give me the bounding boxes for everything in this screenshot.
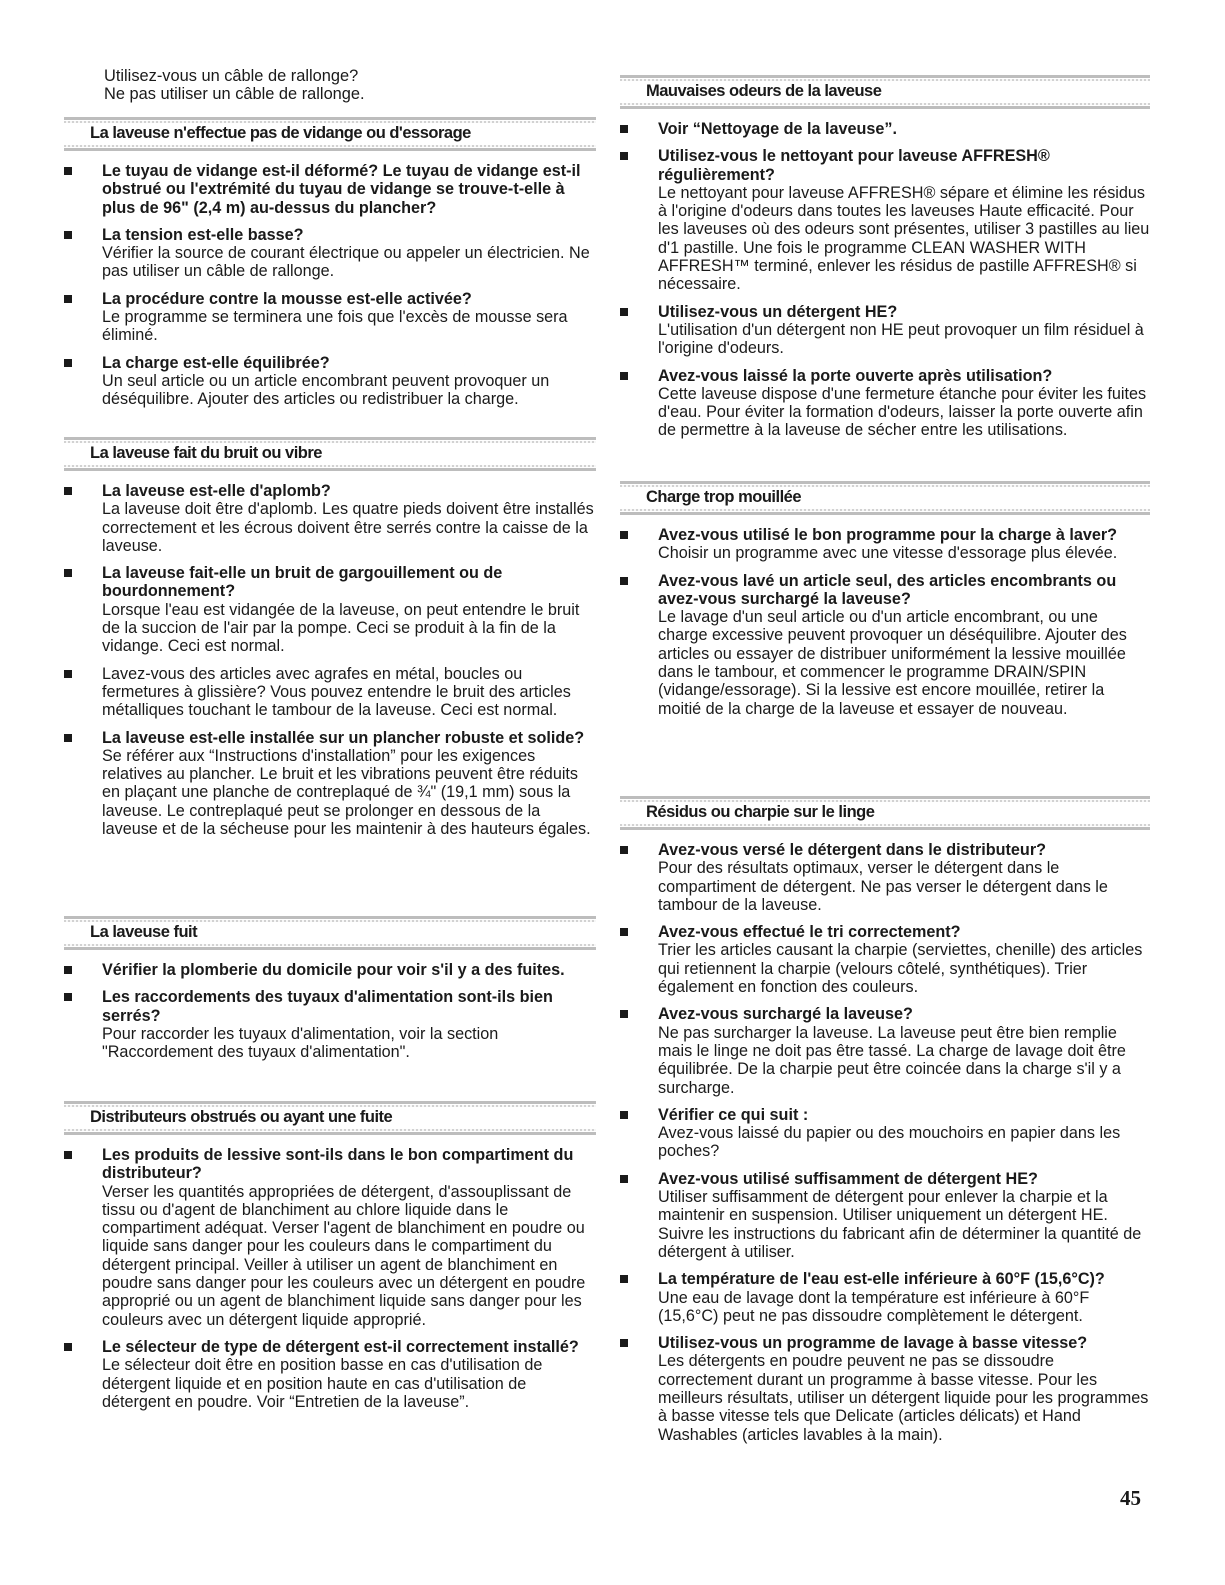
list-item bbox=[64, 564, 596, 655]
item-answer: Utiliser suffisamment de détergent pour enlever la charpie et la maintenir en suspension. Utiliser uniquement un détergent HE. Suivre les instructions du fabricant afin de déterminer la quantité de détergent à utiliser. bbox=[658, 1188, 1142, 1261]
square-bullet-icon bbox=[620, 125, 628, 133]
item-answer: Vérifier la source de courant électrique ou appeler un électricien. Ne pas utiliser un câble de rallonge. bbox=[102, 244, 590, 281]
list-item bbox=[64, 1146, 596, 1329]
item-list bbox=[620, 120, 1150, 440]
square-bullet-icon bbox=[64, 167, 72, 175]
section-la-laveuse-fait-du-bruit-ou-vibre bbox=[64, 437, 596, 847]
square-bullet-icon bbox=[64, 295, 72, 303]
list-item bbox=[620, 367, 1150, 440]
item-answer: Choisir un programme avec une vitesse d'essorage plus élevée. bbox=[658, 544, 1118, 563]
section-header bbox=[64, 1101, 596, 1135]
section-la-laveuse-n-effectue-pas-de-vidange-ou- bbox=[64, 117, 596, 418]
list-item bbox=[64, 961, 596, 979]
list-item bbox=[620, 923, 1150, 996]
item-answer: Le lavage d'un seul article ou d'un article encombrant, ou une charge excessive peuvent provoquer un déséquilibre. Ajouter des articles ou essayer de distribuer uniformément la lessive mouillée dans le tambour, et commencer le programme DRAIN/SPIN (vidange/essorage). Si la lessive est encore mouillée, retirer la moitié de la charge de la laveuse et essayer de nouveau. bbox=[658, 608, 1127, 718]
section-residus-ou-charpie-sur-le-linge bbox=[620, 796, 1150, 1453]
item-question: Utilisez-vous un détergent HE? bbox=[658, 302, 898, 321]
item-question: Avez-vous effectué le tri correctement? bbox=[658, 923, 961, 942]
square-bullet-icon bbox=[620, 1010, 628, 1018]
item-answer: Pour des résultats optimaux, verser le détergent dans le compartiment de détergent. Ne pas verser le détergent dans le tambour de la laveuse. bbox=[658, 859, 1108, 914]
intro-answer: Ne pas utiliser un câble de rallonge. bbox=[104, 85, 365, 103]
item-answer: Les détergents en poudre peuvent ne pas se dissoudre correctement durant un programme à basse vitesse. Pour les meilleurs résultats, utiliser un détergent liquide pour les programmes à basse vitesse tels que Delicate (articles délicats) et Hand Washables (articles lavables à la main). bbox=[658, 1352, 1149, 1444]
square-bullet-icon bbox=[620, 928, 628, 936]
section-header bbox=[620, 75, 1150, 109]
item-answer: Lavez-vous des articles avec agrafes en métal, boucles ou fermetures à glissière? Vous pouvez entendre le bruit des articles métalliques touchant le tambour de la laveuse. Ceci est normal. bbox=[102, 664, 571, 720]
list-item bbox=[620, 1334, 1150, 1444]
item-question: La laveuse est-elle d'aplomb? bbox=[102, 482, 331, 500]
item-question: Utilisez-vous le nettoyant pour laveuse AFFRESH® régulièrement? bbox=[658, 147, 1050, 184]
section-title: La laveuse fait du bruit ou vibre bbox=[90, 444, 322, 462]
section-header bbox=[64, 916, 596, 950]
item-question: Utilisez-vous un programme de lavage à basse vitesse? bbox=[658, 1334, 1088, 1353]
list-item bbox=[620, 1170, 1150, 1261]
square-bullet-icon bbox=[64, 1151, 72, 1159]
item-question: Le sélecteur de type de détergent est-il correctement installé? bbox=[102, 1337, 579, 1356]
list-item bbox=[620, 526, 1150, 563]
item-question: La température de l'eau est-elle inférieure à 60°F (15,6°C)? bbox=[658, 1270, 1105, 1289]
intro-question: Utilisez-vous un câble de rallonge? bbox=[104, 67, 359, 85]
item-answer: Lorsque l'eau est vidangée de la laveuse, on peut entendre le bruit de la succion de l'air par la pompe. Ceci se produit à la fin de la vidange. Ceci est normal. bbox=[102, 600, 580, 656]
square-bullet-icon bbox=[64, 569, 72, 577]
square-bullet-icon bbox=[620, 372, 628, 380]
item-question: La tension est-elle basse? bbox=[102, 225, 304, 244]
item-answer: Un seul article ou un article encombrant peuvent provoquer un déséquilibre. Ajouter des articles ou redistribuer la charge. bbox=[102, 371, 550, 409]
section-title: Mauvaises odeurs de la laveuse bbox=[646, 82, 882, 100]
intro-block bbox=[104, 67, 584, 103]
section-charge-trop-mouillee bbox=[620, 481, 1150, 727]
square-bullet-icon bbox=[620, 1339, 628, 1347]
square-bullet-icon bbox=[620, 1175, 628, 1183]
list-item bbox=[64, 665, 596, 720]
list-item bbox=[64, 226, 596, 281]
item-answer: L'utilisation d'un détergent non HE peut provoquer un film résiduel à l'origine d'odeurs. bbox=[658, 320, 1144, 358]
section-header bbox=[620, 481, 1150, 515]
square-bullet-icon bbox=[620, 308, 628, 316]
square-bullet-icon bbox=[64, 231, 72, 239]
section-title: Charge trop mouillée bbox=[646, 488, 802, 506]
item-question: Avez-vous surchargé la laveuse? bbox=[658, 1005, 913, 1024]
item-list bbox=[620, 526, 1150, 718]
item-question: Les produits de lessive sont-ils dans le bon compartiment du distributeur? bbox=[102, 1146, 574, 1183]
square-bullet-icon bbox=[620, 846, 628, 854]
item-list bbox=[64, 961, 596, 1061]
list-item bbox=[620, 303, 1150, 358]
list-item bbox=[64, 290, 596, 345]
square-bullet-icon bbox=[620, 531, 628, 539]
item-answer: Verser les quantités appropriées de détergent, d'assouplissant de tissu ou d'agent de blanchiment au chlore liquide dans le compartiment adéquat. Verser l'agent de blanchiment en poudre ou liquide sans danger pour les couleurs dans le compartiment du détergent principal. Veiller à utiliser un agent de blanchiment en poudre sans danger pour les couleurs avec un détergent en poudre approprié ou un agent de blanchiment liquide sans danger pour les couleurs avec un détergent liquide approprié. bbox=[102, 1182, 586, 1329]
item-answer: Avez-vous laissé du papier ou des mouchoirs en papier dans les poches? bbox=[658, 1124, 1121, 1161]
list-item bbox=[620, 120, 1150, 138]
item-question: La charge est-elle équilibrée? bbox=[102, 353, 330, 372]
list-item bbox=[620, 1106, 1150, 1161]
list-item bbox=[620, 147, 1150, 293]
list-item bbox=[620, 1270, 1150, 1325]
item-answer: Une eau de lavage dont la température est inférieure à 60°F (15,6°C) peut ne pas dissoudre complètement le détergent. bbox=[658, 1288, 1090, 1325]
item-answer: La laveuse doit être d'aplomb. Les quatre pieds doivent être installés correctement et les écrous doivent être serrés contre la caisse de la laveuse. bbox=[102, 500, 594, 555]
list-item bbox=[620, 572, 1150, 718]
item-question: Vérifier ce qui suit : bbox=[658, 1105, 809, 1124]
item-question: La procédure contre la mousse est-elle activée? bbox=[102, 289, 472, 308]
item-answer: Pour raccorder les tuyaux d'alimentation, voir la section "Raccordement des tuyaux d'alimentation". bbox=[102, 1024, 499, 1062]
item-answer: Cette laveuse dispose d'une fermeture étanche pour éviter les fuites d'eau. Pour éviter la formation d'odeurs, laisser la porte ouverte afin de permettre à la laveuse de sécher entre les utilisations. bbox=[658, 384, 1147, 440]
item-question: La laveuse fait-elle un bruit de gargouillement ou de bourdonnement? bbox=[102, 564, 503, 601]
item-question: Les raccordements des tuyaux d'alimentation sont-ils bien serrés? bbox=[102, 988, 553, 1025]
item-answer: Le sélecteur doit être en position basse en cas d'utilisation de détergent liquide et en position haute en cas d'utilisation de détergent en poudre. Voir “Entretien de la laveuse”. bbox=[102, 1356, 543, 1411]
section-la-laveuse-fuit bbox=[64, 916, 596, 1070]
item-question: Avez-vous lavé un article seul, des articles encombrants ou avez-vous surchargé la laveuse? bbox=[658, 571, 1117, 608]
list-item bbox=[64, 988, 596, 1061]
item-question: Vérifier la plomberie du domicile pour voir s'il y a des fuites. bbox=[102, 961, 565, 979]
list-item bbox=[620, 1005, 1150, 1096]
square-bullet-icon bbox=[620, 1275, 628, 1283]
section-title: La laveuse n'effectue pas de vidange ou d'essorage bbox=[90, 124, 471, 142]
section-distributeurs-obstrues-ou-ayant-une-fuit bbox=[64, 1101, 596, 1420]
item-question: Avez-vous laissé la porte ouverte après utilisation? bbox=[658, 366, 1053, 385]
square-bullet-icon bbox=[64, 993, 72, 1001]
square-bullet-icon bbox=[620, 1111, 628, 1119]
item-question: Avez-vous utilisé le bon programme pour la charge à laver? bbox=[658, 526, 1118, 544]
item-question: La laveuse est-elle installée sur un plancher robuste et solide? bbox=[102, 728, 585, 747]
list-item bbox=[620, 841, 1150, 914]
square-bullet-icon bbox=[64, 487, 72, 495]
item-list bbox=[64, 162, 596, 409]
item-answer: Trier les articles causant la charpie (serviettes, chenille) des articles qui retiennent la charpie (velours côtelé, synthétiques). Trier également en fonction des couleurs. bbox=[658, 941, 1143, 997]
item-question: Voir “Nettoyage de la laveuse”. bbox=[658, 120, 898, 138]
square-bullet-icon bbox=[620, 577, 628, 585]
item-answer: Se référer aux “Instructions d'installation” pour les exigences relatives au plancher. Le bruit et les vibrations peuvent être réduits en plaçant une planche de contreplaqué de ¾" (19,1 mm) sous la laveuse. Le contreplaqué peut se prolonger en dessous de la laveuse et de la sécheuse pour les maintenir à des hauteurs égales. bbox=[102, 746, 591, 839]
item-question: Le tuyau de vidange est-il déformé? Le tuyau de vidange est-il obstrué ou l'extrémité du tuyau de vidange se trouve-t-elle à plus de 96" (2,4 m) au-dessus du plancher? bbox=[102, 162, 581, 217]
item-list bbox=[64, 482, 596, 838]
square-bullet-icon bbox=[64, 966, 72, 974]
item-answer: Le nettoyant pour laveuse AFFRESH® sépare et élimine les résidus à l'origine d'odeurs dans toutes les laveuses Haute efficacité. Pour les laveuses où des odeurs sont présentes, utiliser 3 pastilles au lieu d'1 pastille. Une fois le programme CLEAN WASHER WITH AFFRESH™ terminé, enlever les résidus de pastille AFFRESH® si nécessaire. bbox=[658, 183, 1150, 294]
square-bullet-icon bbox=[64, 359, 72, 367]
item-answer: Le programme se terminera une fois que l'excès de mousse sera éliminé. bbox=[102, 308, 568, 345]
item-list bbox=[64, 1146, 596, 1411]
item-answer: Ne pas surcharger la laveuse. La laveuse peut être bien remplie mais le linge ne doit pas être tassé. La charge de lavage doit être équilibrée. De la charpie peut être coincée dans la charge s'il y a surcharge. bbox=[658, 1023, 1126, 1097]
section-title: Distributeurs obstrués ou ayant une fuite bbox=[90, 1108, 393, 1126]
list-item bbox=[64, 162, 596, 217]
page-number: 45 bbox=[1120, 1486, 1141, 1510]
section-header bbox=[64, 117, 596, 151]
section-header bbox=[620, 796, 1150, 830]
item-list bbox=[620, 841, 1150, 1444]
list-item bbox=[64, 1338, 596, 1411]
list-item bbox=[64, 354, 596, 409]
section-title: Résidus ou charpie sur le linge bbox=[646, 803, 875, 821]
list-item bbox=[64, 729, 596, 839]
square-bullet-icon bbox=[64, 734, 72, 742]
section-title: La laveuse fuit bbox=[90, 923, 198, 941]
item-question: Avez-vous versé le détergent dans le distributeur? bbox=[658, 841, 1047, 859]
section-header bbox=[64, 437, 596, 471]
list-item bbox=[64, 482, 596, 555]
square-bullet-icon bbox=[620, 152, 628, 160]
square-bullet-icon bbox=[64, 670, 72, 678]
section-mauvaises-odeurs-de-la-laveuse bbox=[620, 75, 1150, 449]
square-bullet-icon bbox=[64, 1343, 72, 1351]
item-question: Avez-vous utilisé suffisamment de détergent HE? bbox=[658, 1169, 1038, 1188]
